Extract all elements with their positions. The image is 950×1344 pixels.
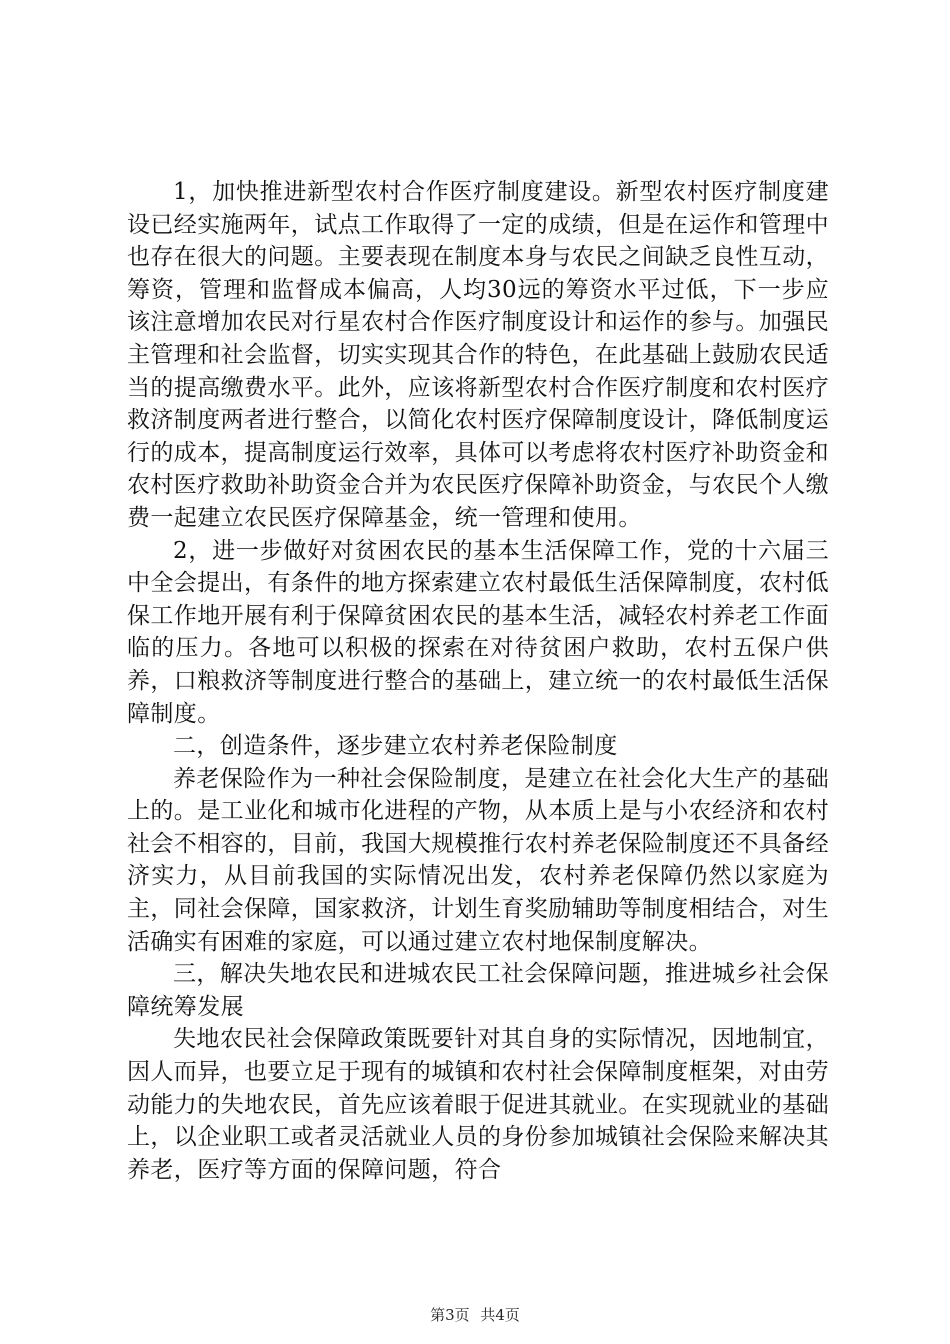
paragraph-4: 失地农民社会保障政策既要针对其自身的实际情况，因地制宜，因人而异，也要立足于现有的城镇和农村社会保障制度框架，对由劳动能力的失地农民，首先应该着眼于促进其就业。在实现就业的基础上，以企业职工或者灵活就业人员的身份参加城镇社会保险来解决其养老，医疗等方面的保障问题，符合 [127,1026,829,1183]
page-total: 共4页 [480,1306,520,1324]
page-footer [0,1304,950,1325]
section-heading-2: 二，创造条件，逐步建立农村养老保险制度 [173,733,618,760]
document-body [127,176,829,1186]
paragraph-3: 养老保险作为一种社会保险制度，是建立在社会化大生产的基础上的。是工业化和城市化进程的产物，从本质上是与小农经济和农村社会不相容的，目前，我国大规模推行农村养老保险制度还不具备经济实力，从目前我国的实际情况出发，农村养老保障仍然以家庭为主，同社会保障，国家救济，计划生育奖励辅助等制度相结合，对生活确实有困难的家庭，可以通过建立农村地保制度解决。 [127,765,829,955]
page-number: 第3页 [430,1306,470,1324]
paragraph-1: 1，加快推进新型农村合作医疗制度建设。新型农村医疗制度建设已经实施两年，试点工作取得了一定的成绩，但是在运作和管理中也存在很大的问题。主要表现在制度本身与农民之间缺乏良性互动，筹资，管理和监督成本偏高，人均30远的筹资水平过低，下一步应该注意增加农民对行星农村合作医疗制度设计和运作的参与。加强民主管理和社会监督，切实实现其合作的特色，在此基础上鼓励农民适当的提高缴费水平。此外，应该将新型农村合作医疗制度和农村医疗救济制度两者进行整合，以简化农村医疗保障制度设计，降低制度运行的成本，提高制度运行效率，具体可以考虑将农村医疗补助资金和农村医疗救助补助资金合并为农民医疗保障补助资金，与农民个人缴费一起建立农民医疗保障基金，统一管理和使用。 [127,179,829,531]
paragraph-2: 2，进一步做好对贫困农民的基本生活保障工作，党的十六届三中全会提出，有条件的地方探索建立农村最低生活保障制度，农村低保工作地开展有利于保障贫困农民的基本生活，减轻农村养老工作面临的压力。各地可以积极的探索在对待贫困户救助，农村五保户供养，口粮救济等制度进行整合的基础上，建立统一的农村最低生活保障制度。 [127,537,829,727]
section-heading-3: 三，解决失地农民和进城农民工社会保障问题，推进城乡社会保障统筹发展 [127,961,829,1020]
